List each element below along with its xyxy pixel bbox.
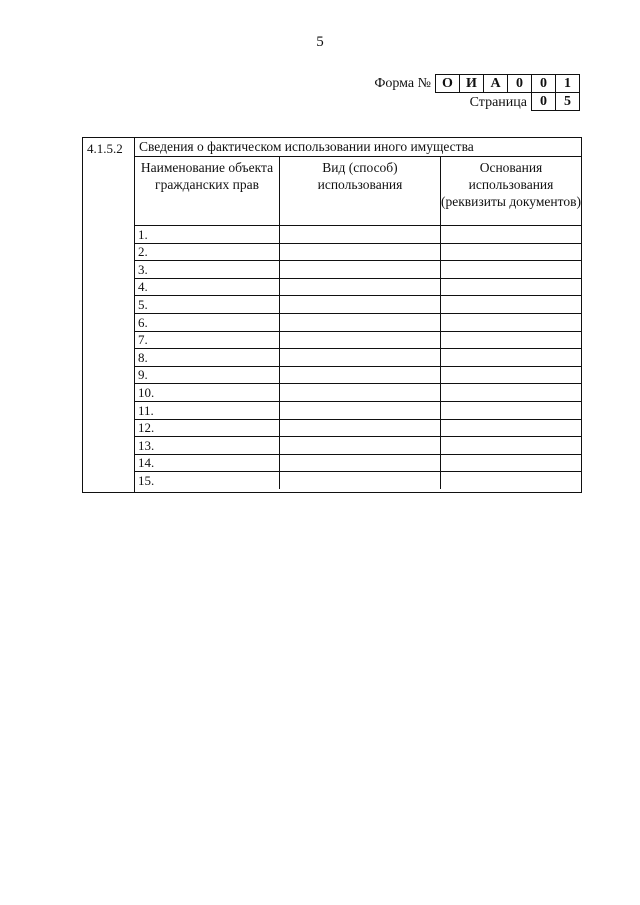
table-row xyxy=(135,278,581,296)
page-number: 5 xyxy=(316,34,324,50)
table-row xyxy=(135,437,581,455)
form-code-cell: А xyxy=(483,75,507,92)
usage-type-cell[interactable] xyxy=(280,437,441,455)
row-number-cell: 8. xyxy=(135,349,280,367)
row-number-cell: 10. xyxy=(135,384,280,402)
usage-basis-cell[interactable] xyxy=(441,261,582,279)
table-row xyxy=(135,366,581,384)
page-code-cells xyxy=(531,93,580,111)
row-number-cell: 5. xyxy=(135,296,280,314)
usage-basis-cell[interactable] xyxy=(441,401,582,419)
row-number-cell: 7. xyxy=(135,331,280,349)
table-body xyxy=(135,226,581,489)
usage-type-cell[interactable] xyxy=(280,384,441,402)
form-code-cell: 0 xyxy=(507,75,531,92)
usage-type-cell[interactable] xyxy=(280,419,441,437)
usage-type-cell[interactable] xyxy=(280,472,441,489)
usage-basis-cell[interactable] xyxy=(441,278,582,296)
form-code-cells xyxy=(435,74,580,93)
usage-basis-cell[interactable] xyxy=(441,454,582,472)
table-row xyxy=(135,243,581,261)
table-row xyxy=(135,454,581,472)
form-number-label: Форма № xyxy=(374,76,431,91)
section-body xyxy=(135,138,581,492)
usage-basis-cell[interactable] xyxy=(441,384,582,402)
table-header-row xyxy=(135,157,581,226)
section-table xyxy=(82,137,582,493)
form-code-cell: И xyxy=(459,75,483,92)
section-number: 4.1.5.2 xyxy=(83,138,135,492)
form-header xyxy=(340,74,580,112)
row-number-cell: 1. xyxy=(135,226,280,244)
usage-type-cell[interactable] xyxy=(280,349,441,367)
usage-type-cell[interactable] xyxy=(280,313,441,331)
row-number-cell: 9. xyxy=(135,366,280,384)
table-row xyxy=(135,296,581,314)
page-code-cell: 0 xyxy=(540,94,547,109)
usage-type-cell[interactable] xyxy=(280,366,441,384)
usage-type-cell[interactable] xyxy=(280,296,441,314)
usage-basis-cell[interactable] xyxy=(441,331,582,349)
table-row xyxy=(135,313,581,331)
usage-basis-cell[interactable] xyxy=(441,313,582,331)
usage-type-cell[interactable] xyxy=(280,243,441,261)
usage-type-cell[interactable] xyxy=(280,278,441,296)
table-row xyxy=(135,472,581,489)
row-number-cell: 3. xyxy=(135,261,280,279)
table-row xyxy=(135,349,581,367)
usage-type-cell[interactable] xyxy=(280,454,441,472)
row-number-cell: 15. xyxy=(135,472,280,489)
row-number-cell: 12. xyxy=(135,419,280,437)
row-number-cell: 11. xyxy=(135,401,280,419)
table-row xyxy=(135,419,581,437)
column-header-object-name: Наименование объекта гражданских прав xyxy=(135,157,280,226)
usage-basis-cell[interactable] xyxy=(441,243,582,261)
row-number-cell: 6. xyxy=(135,313,280,331)
row-number-cell: 14. xyxy=(135,454,280,472)
usage-type-cell[interactable] xyxy=(280,331,441,349)
column-header-usage-type: Вид (способ) использования xyxy=(280,157,441,226)
row-number-cell: 4. xyxy=(135,278,280,296)
usage-table xyxy=(135,157,581,489)
table-row xyxy=(135,331,581,349)
usage-basis-cell[interactable] xyxy=(441,472,582,489)
table-row xyxy=(135,384,581,402)
usage-type-cell[interactable] xyxy=(280,401,441,419)
page-label: Страница xyxy=(469,95,527,110)
table-row xyxy=(135,261,581,279)
usage-basis-cell[interactable] xyxy=(441,366,582,384)
usage-basis-cell[interactable] xyxy=(441,296,582,314)
form-code-cell: 0 xyxy=(531,75,555,92)
page-code-cell: 5 xyxy=(555,93,579,110)
column-header-usage-basis: Основания использования (реквизиты документов) xyxy=(441,157,582,226)
page-number-line xyxy=(340,93,580,112)
table-row xyxy=(135,226,581,244)
row-number-cell: 13. xyxy=(135,437,280,455)
usage-basis-cell[interactable] xyxy=(441,226,582,244)
form-number-line xyxy=(340,74,580,93)
row-number-cell: 2. xyxy=(135,243,280,261)
form-code-cell: О xyxy=(442,76,453,91)
usage-type-cell[interactable] xyxy=(280,226,441,244)
form-code-cell: 1 xyxy=(555,75,579,92)
section-title: Сведения о фактическом использовании иного имущества xyxy=(135,138,581,157)
usage-type-cell[interactable] xyxy=(280,261,441,279)
usage-basis-cell[interactable] xyxy=(441,349,582,367)
usage-basis-cell[interactable] xyxy=(441,419,582,437)
table-row xyxy=(135,401,581,419)
usage-basis-cell[interactable] xyxy=(441,437,582,455)
